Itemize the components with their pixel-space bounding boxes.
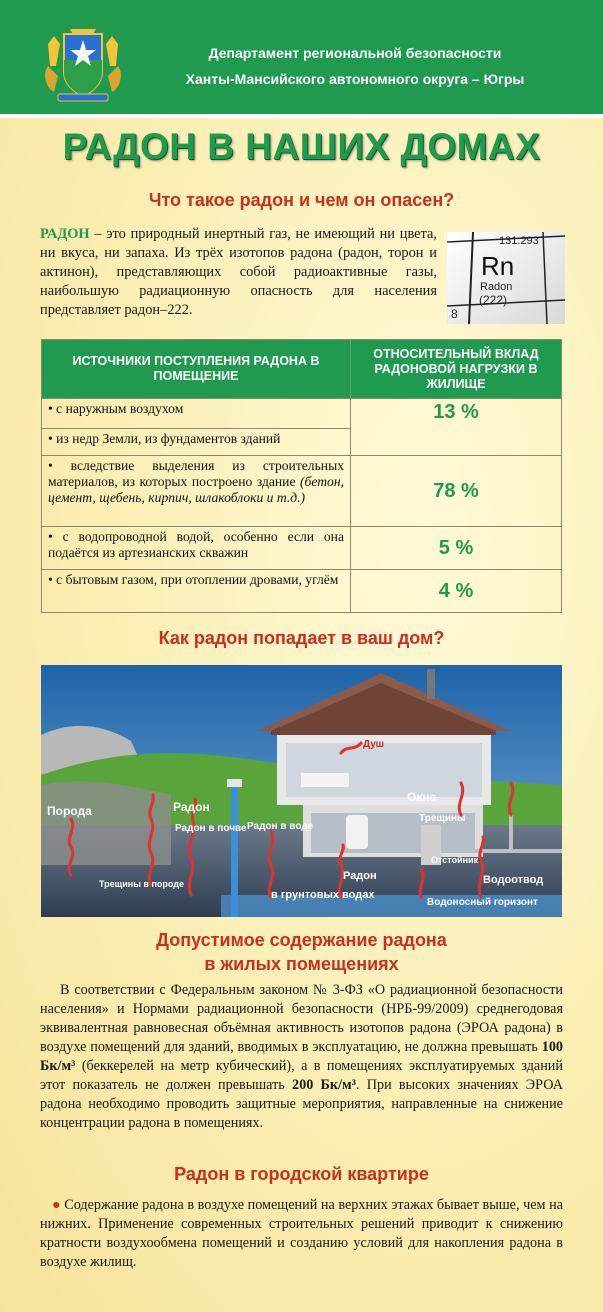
city-apartment-text: Содержание радона в воздухе помещений на верхних этажах бывает выше, чем на нижних. Применение современных строительных решений приводит к снижению кратности воздухообмена помещений и созданию условий для накопления радона в воздухе жилищ. (40, 1197, 563, 1270)
table-row (42, 399, 562, 429)
label-cracks: Трещины (419, 813, 466, 824)
permissible-text-1: В соответствии с Федеральным законом № 3-ФЗ «О радиационной безопасности населения» и Нормами радиационной безопасности (НРБ-99/2009) среднегодовая эквивалентная равновесная объёмная активность изотопов радона (ЭРОА радона) в воздухе помещений для зданий, вводимых в эксплуатацию, не должна превышать (40, 982, 563, 1055)
element-symbol: Rn (481, 251, 515, 281)
radon-entry-illustration (41, 665, 562, 917)
source-label-examples: (бетон, цемент, щебень, кирпич, шлакоблоки и т.д.) (48, 474, 344, 505)
permissible-heading-line-1: Допустимое содержание радона (156, 930, 447, 950)
section-heading-permissible-level (0, 928, 603, 976)
table-header-contribution: ОТНОСИТЕЛЬНЫЙ ВКЛАД РАДОНОВОЙ НАГРУЗКИ В ЖИЛИЩЕ (351, 340, 562, 399)
contribution-value: 5 % (351, 527, 562, 570)
table-header-sources: ИСТОЧНИКИ ПОСТУПЛЕНИЯ РАДОНА В ПОМЕЩЕНИЕ (42, 340, 351, 399)
department-line-2: Ханты-Мансийского автономного округа – Югры (185, 71, 525, 87)
element-period: 8 (451, 307, 458, 321)
header-bar (0, 0, 603, 118)
permissible-text-2: (беккерелей на метр кубический), а в помещениях эксплуатируемых зданий этот показатель не должен превышать (40, 1058, 563, 1093)
label-drain: Водоотвод (483, 874, 544, 886)
section-heading-city-apartment: Радон в городской квартире (174, 1164, 429, 1184)
source-label-main: • вследствие выделения из строительных материалов, из которых построено здание (48, 458, 344, 489)
label-radon: Радон (173, 800, 210, 814)
label-radon-2: Радон (343, 870, 377, 882)
page-title: РАДОН В НАШИХ ДОМАХ (62, 126, 541, 167)
limit-new-buildings: 100 Бк/м³ (40, 1039, 563, 1074)
label-rock: Порода (47, 804, 92, 818)
limit-existing-buildings: 200 Бк/м³ (292, 1077, 356, 1093)
label-groundwater: в грунтовых водах (271, 889, 375, 901)
radon-lead-word: РАДОН (40, 226, 90, 242)
intro-paragraph (40, 225, 437, 320)
bullet-icon: ● (52, 1197, 61, 1213)
periodic-element-card (447, 232, 565, 324)
label-settling-tank: Отстойник (431, 855, 479, 865)
source-label: • с водопроводной водой, особенно если она подаётся из артезианских скважин (42, 527, 351, 570)
label-radon-water: Радон в воде (247, 821, 314, 832)
element-isotope: (222) (479, 293, 508, 307)
source-label: • из недр Земли, из фундаментов зданий (42, 429, 351, 456)
label-windows: Окна (407, 790, 437, 804)
label-water-horizon: Водоносный горизонт (427, 897, 538, 908)
contribution-value: 4 % (351, 570, 562, 613)
section-heading-how-radon-enters: Как радон попадает в ваш дом? (158, 628, 445, 648)
label-shower: Душ (363, 739, 385, 750)
contribution-value: 13 % (351, 399, 562, 456)
table-row (42, 456, 562, 527)
city-apartment-paragraph (40, 1196, 563, 1272)
coat-of-arms-icon (40, 26, 126, 104)
label-radon-soil: Радон в почве (175, 823, 247, 834)
contribution-value: 78 % (351, 456, 562, 527)
table-row (42, 570, 562, 613)
source-label: • с бытовым газом, при отоплении дровами, углём (42, 570, 351, 613)
label-rock-cracks: Трещины в породе (99, 879, 184, 889)
table-row (42, 527, 562, 570)
source-label (42, 456, 351, 527)
permissible-text-3: . При высоких значениях ЭРОА радона необходимо проводить защитные мероприятия, направленные на снижение концентрации радона в помещениях. (40, 1077, 564, 1131)
intro-text: – это природный инертный газ, не имеющий ни цвета, ни вкуса, ни запаха. Из трёх изотопов радона (радон, торон и актинон), представляющих собой радиоактивные газы, наибольшую радиационную опасность для населения представляет радон–222. (40, 226, 437, 318)
permissible-heading-line-2: в жилых помещениях (204, 954, 399, 974)
department-line-1: Департамент региональной безопасности (208, 45, 502, 61)
element-name: Radon (480, 281, 513, 293)
table-header-row (42, 340, 562, 399)
source-label: • с наружным воздухом (42, 399, 351, 429)
department-name (145, 40, 565, 92)
permissible-paragraph (40, 981, 563, 1133)
section-heading-what-is-radon: Что такое радон и чем он опасен? (148, 190, 455, 210)
element-mass: 131.293 (499, 235, 539, 247)
radon-sources-table (41, 339, 562, 613)
